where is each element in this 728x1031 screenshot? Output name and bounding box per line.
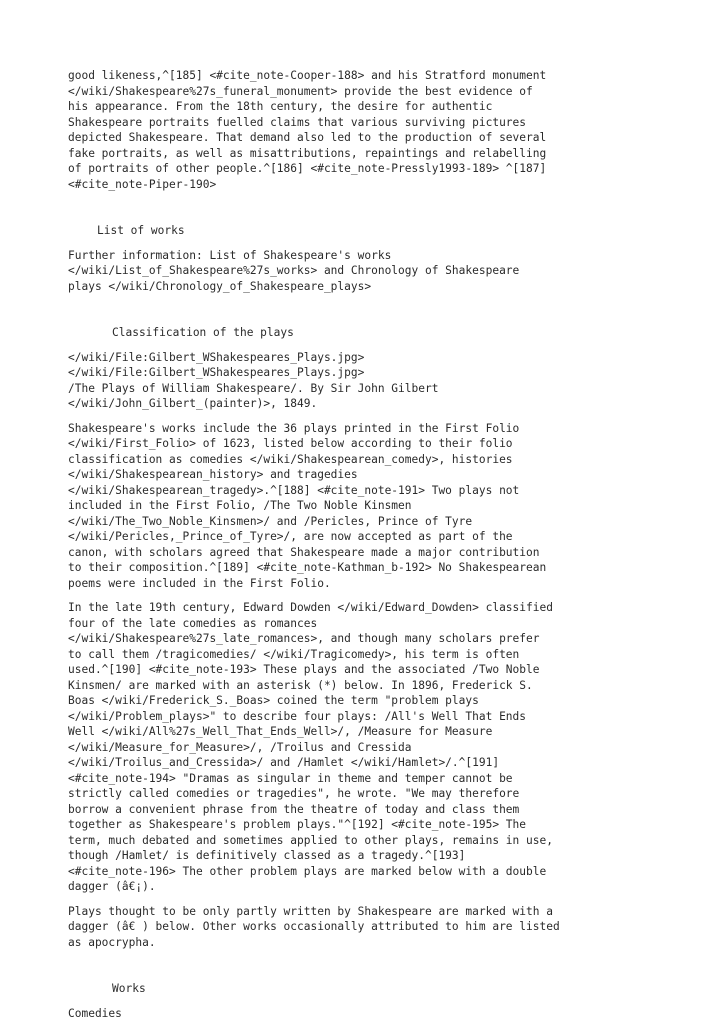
document-body (68, 68, 688, 1021)
text-line: <#cite_note-Piper-190> (68, 177, 217, 191)
text-line: good likeness,^[185] <#cite_note-Cooper-188> and his Stratford monument (68, 69, 547, 82)
text-line: Shakespeare's works include the 36 plays printed in the First Folio (68, 421, 520, 435)
text-line: dagger (â€ ) below. Other works occasionally attributed to him are listed (68, 920, 560, 933)
text-line: his appearance. From the 18th century, the desire for authentic (68, 100, 493, 113)
text-line: borrow a convenient phrase from the theatre of today and class them (68, 802, 520, 816)
heading-works: Works (112, 982, 146, 995)
text-line: canon, with scholars agreed that Shakespeare made a major contribution (68, 545, 540, 559)
text-line: </wiki/List_of_Shakespeare%27s_works> and Chronology of Shakespeare (68, 264, 520, 277)
text-line: <#cite_note-196> The other problem plays are marked below with a double (68, 864, 547, 878)
text-line: In the late 19th century, Edward Dowden </wiki/Edward_Dowden> classified (68, 601, 553, 614)
text-line: </wiki/First_Folio> of 1623, listed below according to their folio (68, 437, 513, 450)
text-line: term, much debated and sometimes applied to other plays, remains in use, (68, 833, 553, 847)
text-line: strictly called comedies or tragedies", he wrote. "We may therefore (68, 787, 520, 800)
text-line: </wiki/The_Two_Noble_Kinsmen>/ and /Pericles, Prince of Tyre (68, 514, 473, 528)
text-line: Well </wiki/All%27s_Well_That_Ends_Well>/, /Measure for Measure (68, 725, 493, 738)
text-line: included in the First Folio, /The Two Noble Kinsmen (68, 499, 412, 512)
text-line: /The Plays of William Shakespeare/. By Sir John Gilbert (68, 381, 439, 395)
text-line: to their composition.^[189] <#cite_note-Kathman_b-192> No Shakespearean (68, 561, 547, 574)
text-line: Further information: List of Shakespeare's works (68, 248, 392, 262)
text-line: </wiki/File:Gilbert_WShakespeares_Plays.jpg> (68, 366, 365, 379)
text-line: together as Shakespeare's problem plays."^[192] <#cite_note-195> The (68, 818, 527, 831)
text-line: </wiki/Pericles,_Prince_of_Tyre>/, are now accepted as part of the (68, 530, 513, 543)
text-line: though /Hamlet/ is definitively classed as a tragedy.^[193] (68, 849, 466, 862)
text-line: Boas </wiki/Frederick_S._Boas> coined the term "problem plays (68, 694, 479, 707)
heading-list-of-works: List of works (97, 224, 185, 237)
text-line: </wiki/Shakespeare%27s_funeral_monument> provide the best evidence of (68, 84, 533, 98)
text-line: </wiki/Shakespeare%27s_late_romances>, and though many scholars prefer (68, 632, 540, 645)
text-line: of portraits of other people.^[186] <#cite_note-Pressly1993-189> ^[187] (68, 162, 547, 175)
text-line: dagger (â€¡). (68, 880, 156, 893)
text-line: classification as comedies </wiki/Shakespearean_comedy>, histories (68, 452, 513, 466)
text-line: </wiki/File:Gilbert_WShakespeares_Plays.jpg> (68, 350, 365, 364)
text-line: Plays thought to be only partly written by Shakespeare are marked with a (68, 904, 553, 918)
text-line: fake portraits, as well as misattributions, repaintings and relabelling (68, 146, 547, 160)
text-line: </wiki/Measure_for_Measure>/, /Troilus and Cressida (68, 740, 412, 754)
text-line: Shakespeare portraits fuelled claims that various surviving pictures (68, 115, 527, 129)
paragraph-image-caption (68, 350, 688, 412)
paragraph-intro (68, 68, 688, 192)
text-line: to call them /tragicomedies/ </wiki/Tragicomedy>, his term is often (68, 647, 520, 661)
text-line: as apocrypha. (68, 935, 156, 949)
text-line: used.^[190] <#cite_note-193> These plays and the associated /Two Noble (68, 663, 540, 676)
text-line: </wiki/Troilus_and_Cressida>/ and /Hamlet </wiki/Hamlet>/.^[191] (68, 756, 500, 769)
paragraph-dagger-note (68, 904, 688, 951)
text-line: </wiki/Shakespearean_history> and tragedies (68, 468, 358, 481)
text-line: </wiki/Problem_plays>" to describe four plays: /All's Well That Ends (68, 709, 527, 723)
text-line: </wiki/John_Gilbert_(painter)>, 1849. (68, 397, 318, 410)
text-line: poems were included in the First Folio. (68, 576, 331, 590)
text-line: </wiki/Shakespearean_tragedy>.^[188] <#cite_note-191> Two plays not (68, 483, 520, 497)
text-line: plays </wiki/Chronology_of_Shakespeare_plays> (68, 279, 372, 293)
paragraph-first-folio (68, 421, 688, 592)
paragraph-further-information (68, 248, 688, 295)
heading-classification-of-the-plays: Classification of the plays (112, 326, 294, 339)
text-line: Kinsmen/ are marked with an asterisk (*) below. In 1896, Frederick S. (68, 678, 533, 692)
text-line: four of the late comedies as romances (68, 616, 318, 630)
text-line: <#cite_note-194> "Dramas as singular in theme and temper cannot be (68, 771, 513, 785)
text-line: depicted Shakespeare. That demand also led to the production of several (68, 131, 547, 144)
heading-comedies: Comedies (68, 1006, 122, 1020)
paragraph-dowden-classification (68, 600, 688, 895)
